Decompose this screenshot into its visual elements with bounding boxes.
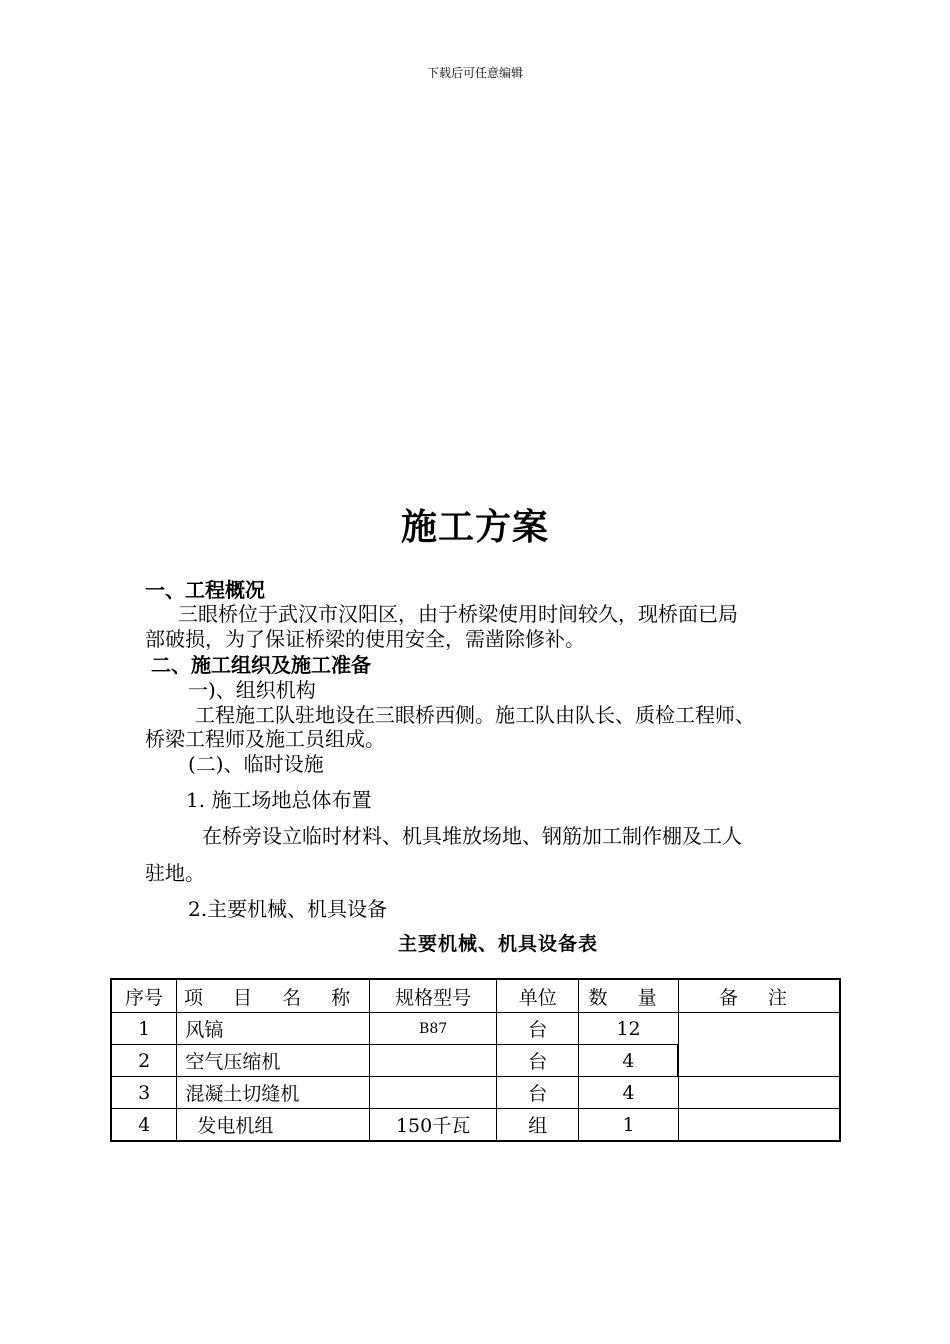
subsection-1-heading: 一)、组织机构 bbox=[188, 678, 316, 702]
subsection-2-heading: (二)、临时设施 bbox=[188, 752, 324, 776]
row-spec: B87 bbox=[369, 1013, 497, 1045]
row-unit: 台 bbox=[497, 1013, 579, 1045]
table-row bbox=[111, 1077, 840, 1109]
section-1-text-line-1: 三眼桥位于武汉市汉阳区，由于桥梁使用时间较久，现桥面已局 bbox=[178, 602, 738, 626]
row-qty: 1 bbox=[579, 1109, 679, 1142]
row-spec: 150千瓦 bbox=[369, 1109, 497, 1142]
row-name: 混凝土切缝机 bbox=[177, 1077, 369, 1109]
row-no: 1 bbox=[111, 1013, 177, 1045]
table-header-row bbox=[111, 979, 840, 1013]
header-cell-qty: 数 量 bbox=[579, 979, 679, 1013]
row-name: 风镐 bbox=[177, 1013, 369, 1045]
row-spec bbox=[369, 1077, 497, 1109]
row-name: 发电机组 bbox=[177, 1109, 369, 1142]
table-row bbox=[111, 1013, 840, 1045]
equipment-table-title: 主要机械、机具设备表 bbox=[397, 933, 598, 955]
subsection-1-text-line-2: 桥梁工程师及施工员组成。 bbox=[145, 727, 385, 751]
header-cell-remarks: 备 注 bbox=[678, 979, 840, 1013]
subsection-1-text-line-1: 工程施工队驻地设在三眼桥西侧。施工队由队长、质检工程师、 bbox=[195, 703, 755, 727]
header-cell-unit: 单位 bbox=[497, 979, 579, 1013]
row-remarks bbox=[678, 1013, 840, 1077]
equipment-table bbox=[110, 978, 841, 1142]
section-2-heading: 二、施工组织及施工准备 bbox=[151, 653, 371, 677]
row-no: 2 bbox=[111, 1045, 177, 1077]
item-1-text-line-2: 驻地。 bbox=[145, 861, 205, 885]
row-qty: 12 bbox=[579, 1013, 679, 1045]
row-name: 空气压缩机 bbox=[177, 1045, 369, 1077]
row-remarks bbox=[678, 1077, 840, 1109]
header-cell-spec: 规格型号 bbox=[369, 979, 497, 1013]
row-no: 4 bbox=[111, 1109, 177, 1142]
section-1-text-line-2: 部破损，为了保证桥梁的使用安全，需凿除修补。 bbox=[145, 627, 585, 651]
row-qty: 4 bbox=[579, 1077, 679, 1109]
section-1-heading: 一、工程概况 bbox=[145, 578, 265, 602]
header-cell-name: 项 目 名 称 bbox=[177, 979, 369, 1013]
row-remarks bbox=[678, 1109, 840, 1142]
item-2-heading: 2.主要机械、机具设备 bbox=[188, 897, 388, 921]
header-cell-no: 序号 bbox=[111, 979, 177, 1013]
row-spec bbox=[369, 1045, 497, 1077]
row-unit: 台 bbox=[497, 1045, 579, 1077]
page-header-note: 下载后可任意编辑 bbox=[426, 66, 523, 80]
table-row bbox=[111, 1109, 840, 1142]
document-title: 施工方案 bbox=[400, 506, 549, 548]
row-qty: 4 bbox=[579, 1045, 679, 1077]
item-1-text-line-1: 在桥旁设立临时材料、机具堆放场地、钢筋加工制作棚及工人 bbox=[202, 824, 742, 848]
item-1-heading: 1. 施工场地总体布置 bbox=[186, 788, 372, 812]
row-unit: 台 bbox=[497, 1077, 579, 1109]
row-unit: 组 bbox=[497, 1109, 579, 1142]
row-no: 3 bbox=[111, 1077, 177, 1109]
